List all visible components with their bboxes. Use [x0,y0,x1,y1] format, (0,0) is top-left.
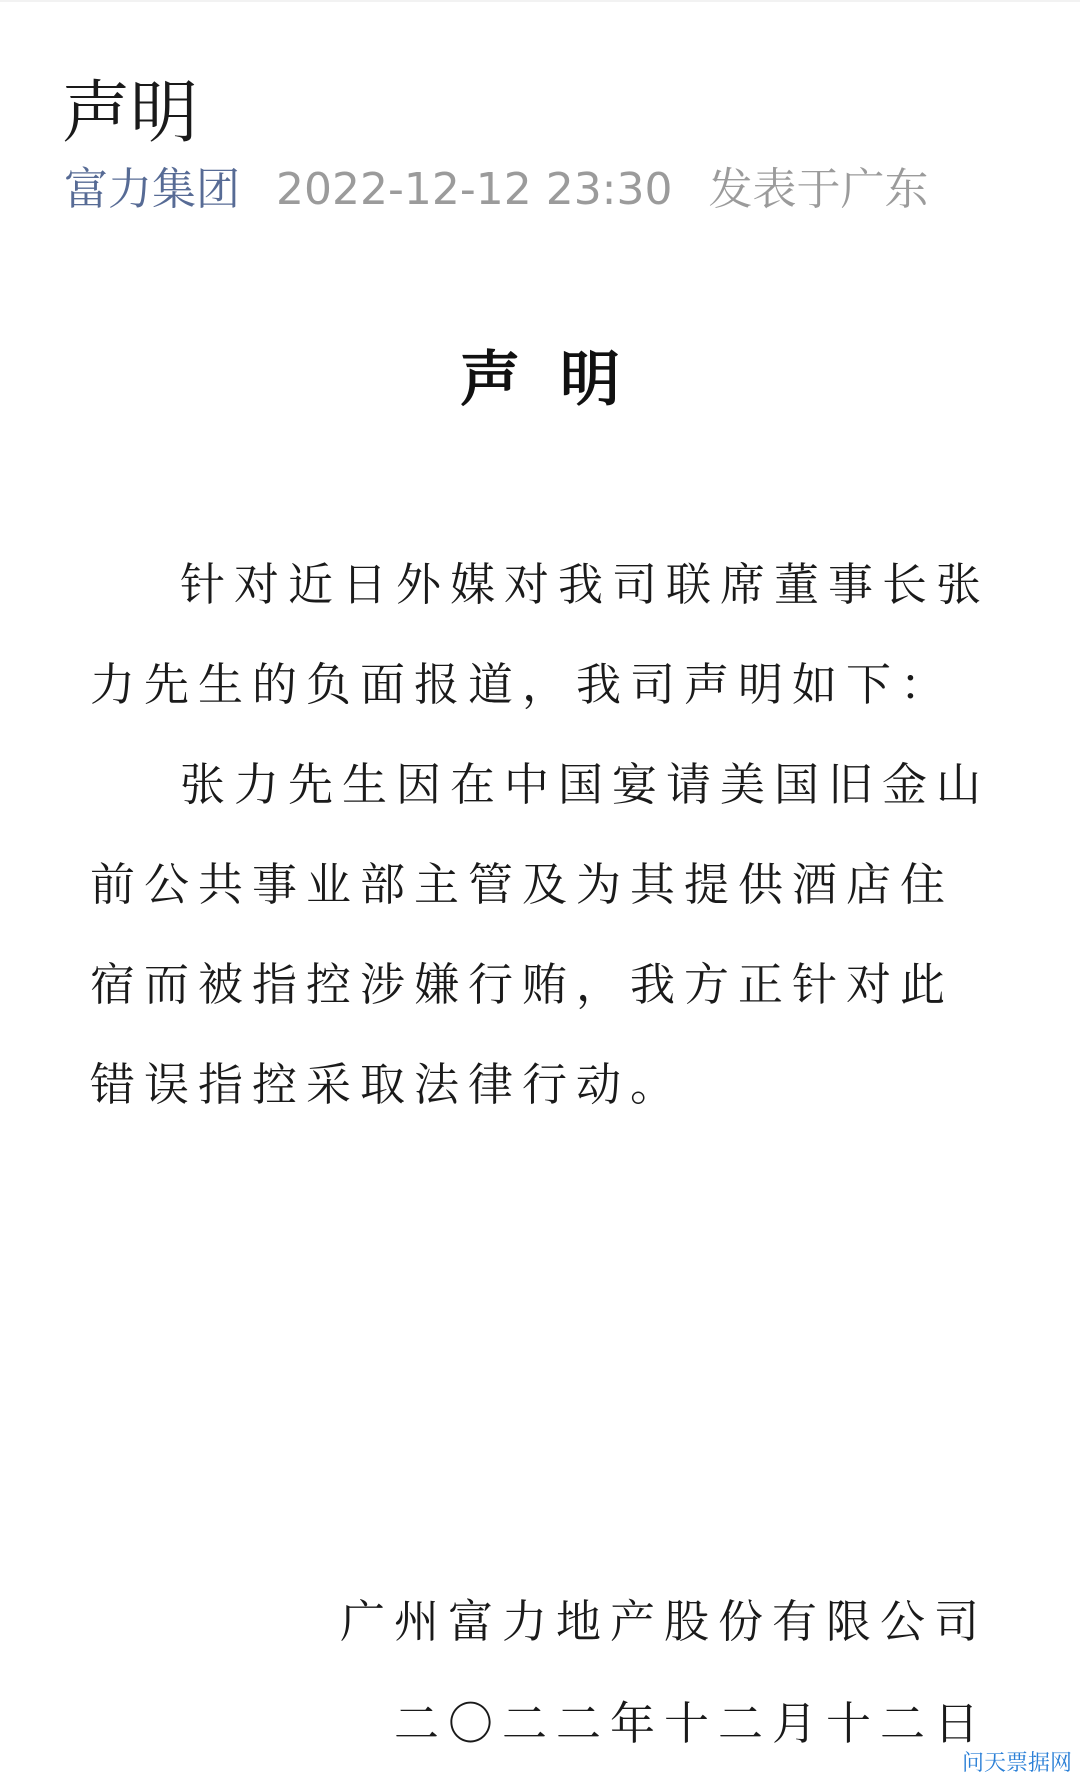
statement-paragraph: 张力先生因在中国宴请美国旧金山前公共事业部主管及为其提供酒店住宿而被指控涉嫌行贿，我方正针对此错误指控采取法律行动。 [90,758,991,1111]
publish-location: 发表于广东 [708,164,929,215]
article-meta [64,160,929,220]
account-name-link[interactable]: 富力集团 [64,164,240,215]
top-divider [0,0,1080,2]
statement-paragraph: 针对近日外媒对我司联席董事长张力先生的负面报道，我司声明如下： [90,558,991,711]
signature-date: 二〇二二年十二月十二日 [393,1697,988,1750]
site-watermark: 问天票据网 [961,1751,1072,1776]
article-title: 声明 [62,73,199,153]
signature-company: 广州富力地产股份有限公司 [339,1595,988,1648]
publish-time: 2022-12-12 23:30 [276,164,673,215]
statement-heading: 声明 [460,345,660,415]
statement-body [90,535,990,1135]
